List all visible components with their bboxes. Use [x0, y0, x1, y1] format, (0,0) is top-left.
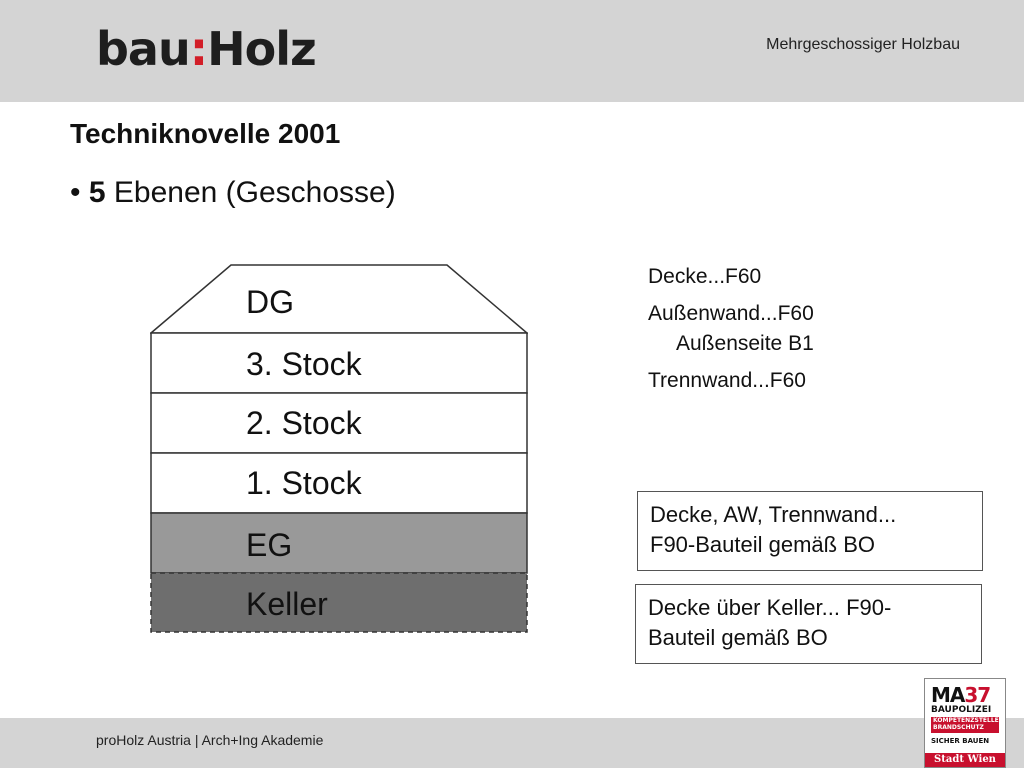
header-bar [0, 0, 1024, 102]
box1-line2: F90-Bauteil gemäß BO [650, 531, 875, 557]
floor-label-keller: Keller [246, 586, 328, 622]
sicher-bauen-text: SICHER BAUEN [931, 737, 990, 745]
kompetenzstelle-text: KOMPETENZSTELLE BRANDSCHUTZ [933, 717, 999, 731]
bullet-marker: • [70, 176, 81, 209]
ma37-ma: MA [931, 683, 965, 707]
floor-keller-shape [151, 573, 527, 632]
footer-text: proHolz Austria | Arch+Ing Akademie [96, 732, 324, 748]
floor-dg-shape [151, 265, 527, 333]
floor-label-2: 2. Stock [246, 405, 362, 441]
note-aussenseite: Außenseite B1 [676, 331, 814, 355]
logo-right: Holz [207, 22, 316, 76]
ma37-logo [924, 678, 1006, 768]
note-decke: Decke...F60 [648, 265, 762, 288]
floor-eg-shape [151, 513, 527, 573]
building-diagram [150, 264, 528, 634]
box1-line1: Decke, AW, Trennwand... [650, 502, 897, 527]
requirements-notes [648, 262, 814, 404]
logo-left: bau [96, 22, 190, 76]
floor-label-eg: EG [246, 527, 293, 563]
baupolizei-text: BAUPOLIZEI [931, 705, 992, 715]
floor-label-1: 1. Stock [246, 465, 362, 501]
box-keller-requirements [635, 584, 982, 664]
bullet-point [70, 176, 396, 210]
floor-label-dg: DG [246, 284, 294, 320]
bauholz-logo [96, 22, 316, 76]
ma37-number: 37 [964, 683, 991, 707]
bullet-text: Ebenen (Geschosse) [113, 176, 396, 209]
note-trennwand: Trennwand...F60 [648, 369, 806, 393]
stadt-wien-text: Stadt Wien [925, 753, 1005, 767]
box2-line1: Decke über Keller... F90- [648, 595, 892, 620]
footer-bar [0, 718, 1024, 768]
box-eg-requirements [637, 491, 983, 571]
floor-label-3: 3. Stock [246, 346, 362, 382]
ma37-mark [931, 683, 990, 707]
slide-title: Techniknovelle 2001 [70, 118, 341, 149]
box2-line2: Bauteil gemäß BO [648, 624, 828, 650]
header-subtitle: Mehrgeschossiger Holzbau [766, 36, 960, 53]
logo-separator: : [189, 22, 208, 76]
bullet-number: 5 [88, 176, 106, 209]
building-shape [150, 264, 528, 634]
note-aussenwand: Außenwand...F60 [648, 302, 814, 326]
